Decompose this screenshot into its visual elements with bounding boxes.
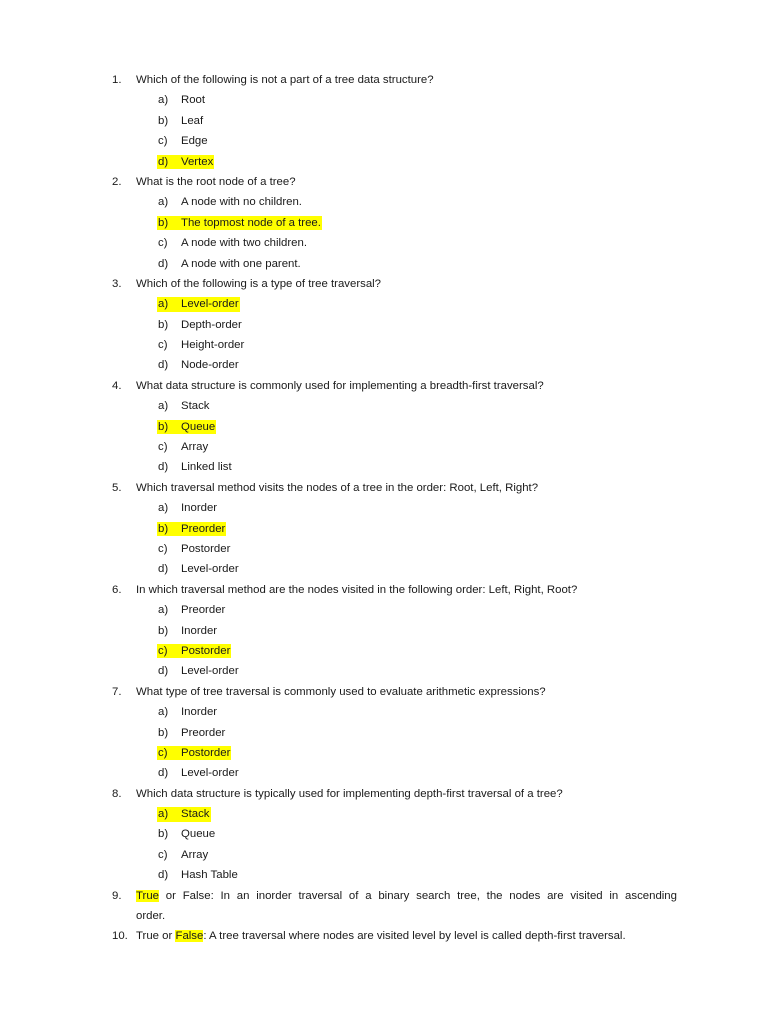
question-stem xyxy=(0,274,768,294)
option-letter: c) xyxy=(158,135,168,148)
option-letter: a) xyxy=(158,400,169,413)
option-c xyxy=(0,131,768,151)
question-number: 4. xyxy=(112,379,122,392)
option-text: Hash Table xyxy=(181,869,238,882)
option-c xyxy=(0,743,768,763)
option-text: Postorder xyxy=(181,746,231,759)
question-number: 9. xyxy=(112,889,122,902)
option-text: Inorder xyxy=(181,624,218,637)
option-text: Level-order xyxy=(181,767,239,780)
option-c xyxy=(0,539,768,559)
option-text: Array xyxy=(181,441,209,454)
option-text: The topmost node of a tree. xyxy=(181,216,321,229)
question-number: 7. xyxy=(112,685,122,698)
option-text: Inorder xyxy=(181,502,218,515)
option-letter: c) xyxy=(158,237,168,250)
question-1 xyxy=(0,70,768,172)
option-a xyxy=(0,90,768,110)
option-b xyxy=(0,417,768,437)
option-letter: d) xyxy=(158,563,169,576)
option-letter: b) xyxy=(158,114,169,127)
option-letter: c) xyxy=(158,339,168,352)
question-number: 6. xyxy=(112,583,122,596)
question-9 xyxy=(0,886,768,927)
question-continuation xyxy=(0,906,768,926)
option-c xyxy=(0,845,768,865)
option-letter: b) xyxy=(158,624,169,637)
option-text: Linked list xyxy=(181,461,232,474)
option-text: Level-order xyxy=(181,563,239,576)
option-text: Node-order xyxy=(181,359,239,372)
connector-word: or xyxy=(165,889,176,902)
option-text: Stack xyxy=(181,400,210,413)
option-letter: a) xyxy=(158,196,169,209)
option-c xyxy=(0,335,768,355)
question-stem xyxy=(0,886,768,906)
option-text: Queue xyxy=(181,828,216,841)
option-letter: b) xyxy=(158,522,169,535)
option-letter: c) xyxy=(158,542,168,555)
option-letter: d) xyxy=(158,767,169,780)
option-text: Preorder xyxy=(181,604,226,617)
question-8 xyxy=(0,784,768,886)
option-d xyxy=(0,254,768,274)
option-letter: a) xyxy=(158,706,169,719)
option-letter: c) xyxy=(158,441,168,454)
question-6 xyxy=(0,580,768,682)
option-b xyxy=(0,824,768,844)
question-text: Which of the following is a type of tree traversal? xyxy=(136,277,382,290)
option-letter: b) xyxy=(158,828,169,841)
option-text: Array xyxy=(181,848,209,861)
question-stem xyxy=(0,580,768,600)
question-stem xyxy=(0,926,768,946)
question-stem xyxy=(0,478,768,498)
option-letter: d) xyxy=(158,665,169,678)
option-c xyxy=(0,641,768,661)
question-text xyxy=(136,886,677,906)
question-number: 3. xyxy=(112,277,122,290)
option-text: Vertex xyxy=(181,155,214,168)
question-2 xyxy=(0,172,768,274)
statement-text: : A tree traversal where nodes are visited level by level is called depth-first traversal. xyxy=(203,930,626,943)
option-text: Level-order xyxy=(181,665,239,678)
question-number: 10. xyxy=(112,930,128,943)
option-b xyxy=(0,213,768,233)
question-number: 8. xyxy=(112,787,122,800)
option-b xyxy=(0,723,768,743)
option-text: A node with no children. xyxy=(181,196,302,209)
option-letter: b) xyxy=(158,420,169,433)
question-stem xyxy=(0,784,768,804)
option-text: Queue xyxy=(181,420,216,433)
question-text: What is the root node of a tree? xyxy=(136,175,296,188)
option-text: Level-order xyxy=(181,298,239,311)
connector-word: or xyxy=(162,930,173,943)
question-number: 5. xyxy=(112,481,122,494)
option-text: Height-order xyxy=(181,339,245,352)
question-10 xyxy=(0,926,768,946)
option-letter: d) xyxy=(158,869,169,882)
question-text: What data structure is commonly used for implementing a breadth-first traversal? xyxy=(136,379,544,392)
option-letter: b) xyxy=(158,216,169,229)
option-letter: d) xyxy=(158,257,169,270)
option-letter: d) xyxy=(158,155,169,168)
option-d xyxy=(0,457,768,477)
quiz-document xyxy=(0,70,768,947)
statement-continuation: order. xyxy=(136,910,166,923)
option-text: Inorder xyxy=(181,706,218,719)
option-b xyxy=(0,519,768,539)
option-a xyxy=(0,702,768,722)
option-letter: b) xyxy=(158,726,169,739)
option-d xyxy=(0,763,768,783)
question-text: Which data structure is typically used for implementing depth-first traversal of a tree? xyxy=(136,787,563,800)
question-stem xyxy=(0,682,768,702)
option-letter: b) xyxy=(158,318,169,331)
option-letter: a) xyxy=(158,502,169,515)
option-letter: c) xyxy=(158,746,168,759)
question-stem xyxy=(0,172,768,192)
question-3 xyxy=(0,274,768,376)
option-d xyxy=(0,559,768,579)
option-letter: c) xyxy=(158,848,168,861)
question-text: Which traversal method visits the nodes of a tree in the order: Root, Left, Right? xyxy=(136,481,539,494)
option-text: Edge xyxy=(181,135,208,148)
answer-true: True xyxy=(136,889,159,902)
option-letter: a) xyxy=(158,604,169,617)
option-text: Root xyxy=(181,94,206,107)
option-b xyxy=(0,111,768,131)
option-c xyxy=(0,233,768,253)
option-letter: d) xyxy=(158,359,169,372)
option-text: Postorder xyxy=(181,644,231,657)
option-letter: a) xyxy=(158,298,169,311)
option-letter: a) xyxy=(158,94,169,107)
option-text: Preorder xyxy=(181,522,226,535)
statement-text: : In an inorder traversal of a binary search tree, the nodes are visited in ascending xyxy=(210,889,677,902)
question-stem xyxy=(0,70,768,90)
option-text: Stack xyxy=(181,808,210,821)
option-letter: d) xyxy=(158,461,169,474)
question-text xyxy=(136,926,626,946)
option-a xyxy=(0,396,768,416)
question-stem xyxy=(0,376,768,396)
question-text: What type of tree traversal is commonly used to evaluate arithmetic expressions? xyxy=(136,685,546,698)
answer-false: False xyxy=(182,889,211,902)
question-4 xyxy=(0,376,768,478)
question-text: In which traversal method are the nodes visited in the following order: Left, Right, Root? xyxy=(136,583,578,596)
option-c xyxy=(0,437,768,457)
option-a xyxy=(0,804,768,824)
answer-false: False xyxy=(175,930,204,943)
question-5 xyxy=(0,478,768,580)
option-text: Postorder xyxy=(181,542,231,555)
question-number: 2. xyxy=(112,175,122,188)
option-b xyxy=(0,621,768,641)
option-d xyxy=(0,661,768,681)
question-number: 1. xyxy=(112,74,122,86)
option-b xyxy=(0,315,768,335)
option-letter: a) xyxy=(158,808,169,821)
option-d xyxy=(0,152,768,172)
option-text: Depth-order xyxy=(181,318,242,331)
option-d xyxy=(0,865,768,885)
option-letter: c) xyxy=(158,644,168,657)
question-7 xyxy=(0,682,768,784)
option-a xyxy=(0,294,768,314)
option-d xyxy=(0,355,768,375)
answer-true: True xyxy=(136,930,159,943)
option-text: Leaf xyxy=(181,114,204,127)
option-a xyxy=(0,192,768,212)
question-text: Which of the following is not a part of a tree data structure? xyxy=(136,74,434,86)
option-text: A node with two children. xyxy=(181,237,308,250)
option-text: A node with one parent. xyxy=(181,257,301,270)
option-text: Preorder xyxy=(181,726,226,739)
option-a xyxy=(0,498,768,518)
option-a xyxy=(0,600,768,620)
